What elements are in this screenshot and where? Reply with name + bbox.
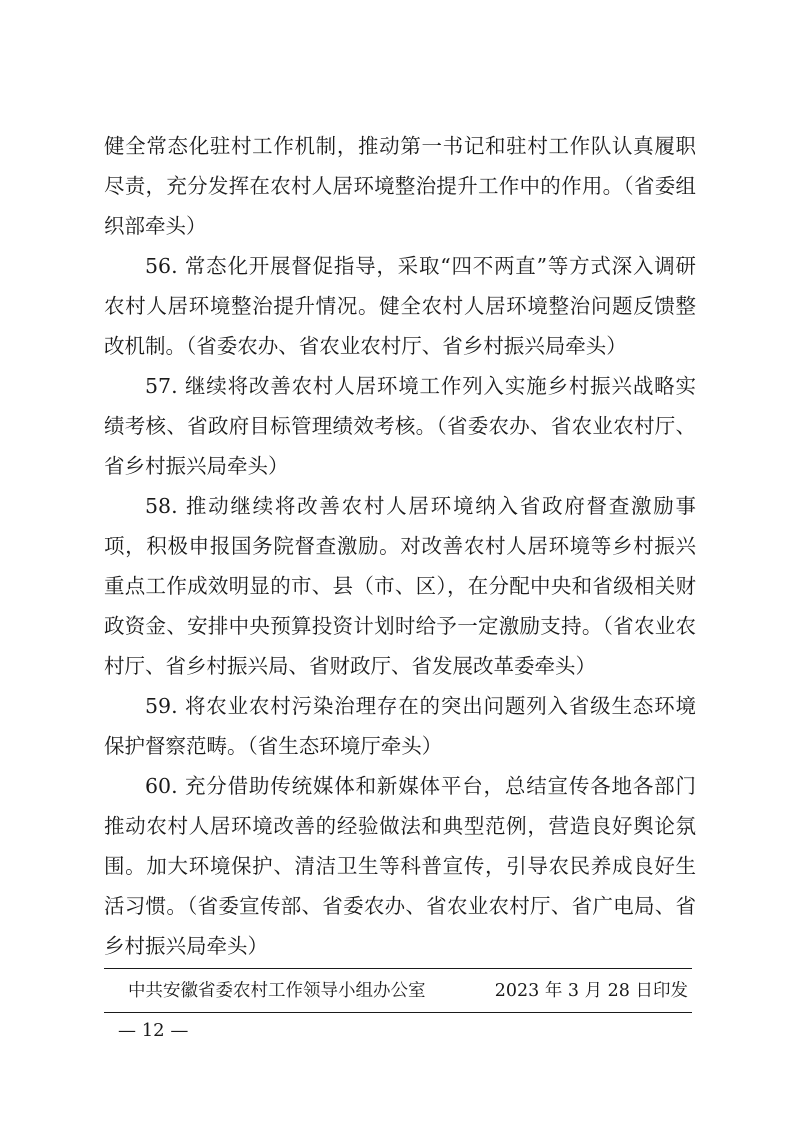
paragraph-continuation: 健全常态化驻村工作机制，推动第一书记和驻村工作队认真履职尽责，充分发挥在农村人居环境整治提升工作中的作用。（省委组织部牵头） [104, 134, 696, 238]
issue-date: 2023 年 3 月 28 日印发 [494, 981, 688, 1001]
paragraph-item-56: 56. 常态化开展督促指导，采取“四不两直”等方式深入调研农村人居环境整治提升情况。健全农村人居环境整治问题反馈整改机制。（省委农办、省农业农村厅、省乡村振兴局牵头） [104, 254, 696, 358]
page-number: — 12 — [118, 1020, 189, 1041]
paragraph-item-60: 60. 充分借助传统媒体和新媒体平台，总结宣传各地各部门推动农村人居环境改善的经验做法和典型范例，营造良好舆论氛围。加大环境保护、清洁卫生等科普宣传，引导农民养成良好生活习惯。（省委宣传部、省委农办、省农业农村厅、省广电局、省乡村振兴局牵头） [104, 774, 696, 958]
paragraph-item-58: 58. 推动继续将改善农村人居环境纳入省政府督查激励事项，积极申报国务院督查激励。对改善农村人居环境等乡村振兴重点工作成效明显的市、县（市、区），在分配中央和省级相关财政资金、安排中央预算投资计划时给予一定激励支持。（省农业农村厅、省乡村振兴局、省财政厅、省发展改革委牵头） [104, 494, 696, 678]
paragraph-item-59: 59. 将农业农村污染治理存在的突出问题列入省级生态环境保护督察范畴。（省生态环境厅牵头） [104, 694, 696, 758]
issuer-name: 中共安徽省委农村工作领导小组办公室 [128, 981, 426, 1001]
imprint-bottom-rule [104, 1012, 692, 1013]
imprint-top-rule [104, 968, 692, 969]
document-body [104, 126, 696, 966]
paragraph-item-57: 57. 继续将改善农村人居环境工作列入实施乡村振兴战略实绩考核、省政府目标管理绩效考核。（省委农办、省农业农村厅、省乡村振兴局牵头） [104, 374, 696, 478]
imprint-line [128, 976, 688, 1006]
